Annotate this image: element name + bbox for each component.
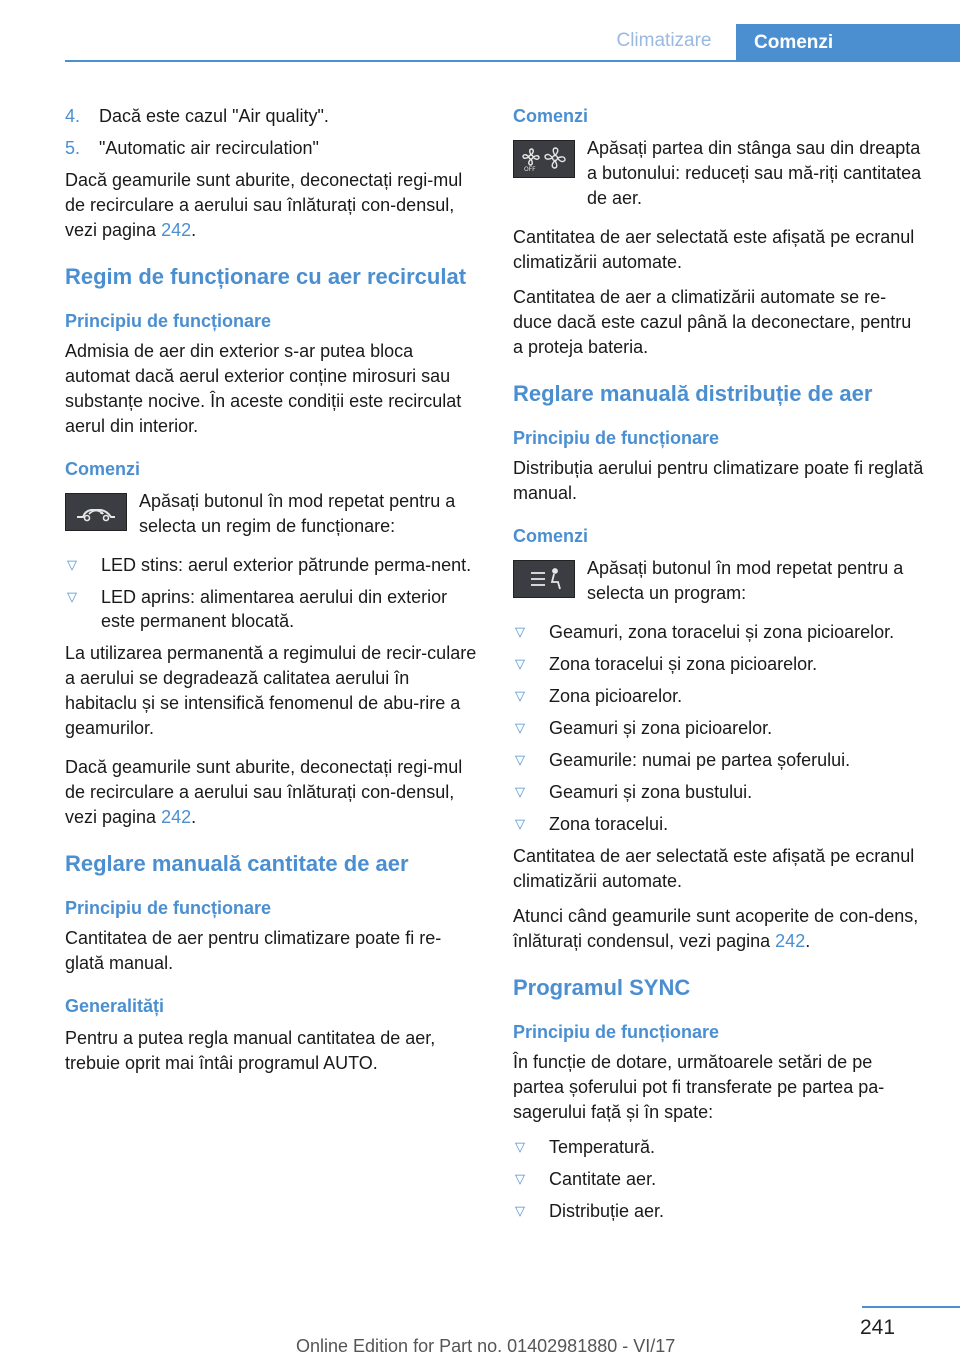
paragraph: Cantitatea de aer pentru climatizare poate fi re-glată manual. bbox=[65, 928, 442, 973]
svg-text:OFF: OFF bbox=[524, 166, 536, 172]
paragraph: Dacă geamurile sunt aburite, deconectați regi-mul de recirculare a aerului sau înlăturați con-densul, vezi pagina 242. bbox=[65, 170, 463, 240]
section-heading: Programul SYNC bbox=[513, 975, 691, 1000]
triangle-down-outline-icon: ▽ bbox=[67, 589, 77, 604]
bullet-list bbox=[513, 620, 925, 836]
triangle-down-outline-icon: ▽ bbox=[515, 1171, 525, 1186]
page-link[interactable]: 242 bbox=[161, 807, 192, 827]
list-item bbox=[513, 716, 925, 740]
page-link[interactable]: 242 bbox=[161, 220, 192, 240]
bullet-list bbox=[513, 1135, 925, 1223]
list-text: Cantitate aer. bbox=[549, 1169, 657, 1189]
list-item bbox=[65, 553, 477, 577]
edition-note: Online Edition for Part no. 01402981880 - VI/17 bbox=[296, 1336, 676, 1356]
seat-airflow-icon bbox=[513, 560, 575, 598]
list-text: Dacă este cazul "Air quality". bbox=[99, 106, 329, 126]
section-heading: Reglare manuală distribuție de aer bbox=[513, 381, 873, 406]
footer-rule bbox=[862, 1306, 960, 1308]
list-item bbox=[513, 620, 925, 644]
triangle-down-outline-icon: ▽ bbox=[515, 720, 525, 735]
section-heading: Regim de funcționare cu aer recirculat bbox=[65, 264, 467, 289]
list-item bbox=[513, 684, 925, 708]
list-text: LED stins: aerul exterior pătrunde perma-nent. bbox=[101, 555, 472, 575]
list-item bbox=[513, 780, 925, 804]
triangle-down-outline-icon: ▽ bbox=[67, 557, 77, 572]
right-column bbox=[513, 104, 925, 1231]
triangle-down-outline-icon: ▽ bbox=[515, 816, 525, 831]
triangle-down-outline-icon: ▽ bbox=[515, 688, 525, 703]
page-link[interactable]: 242 bbox=[775, 931, 806, 951]
paragraph: Dacă geamurile sunt aburite, deconectați regi-mul de recirculare a aerului sau înlăturați con-densul, vezi pagina 242. bbox=[65, 757, 463, 827]
list-item bbox=[513, 748, 925, 772]
list-item bbox=[513, 652, 925, 676]
list-text: Zona picioarelor. bbox=[549, 686, 683, 706]
subsection-heading: Generalități bbox=[65, 996, 165, 1016]
paragraph: Cantitatea de aer a climatizării automate se re-duce dacă este cazul până la deconectare, pentru a proteja bateria. bbox=[513, 287, 912, 357]
list-text: LED aprins: alimentarea aerului din exterior este permanent blocată. bbox=[101, 587, 448, 631]
left-column bbox=[65, 104, 477, 1086]
list-text: Distribuție aer. bbox=[549, 1201, 665, 1221]
list-text: Zona toracelui. bbox=[549, 814, 669, 834]
triangle-down-outline-icon: ▽ bbox=[515, 1139, 525, 1154]
list-text: Geamuri și zona picioarelor. bbox=[549, 718, 773, 738]
control-description bbox=[65, 489, 477, 539]
header-section: Climatizare bbox=[616, 30, 712, 51]
paragraph: La utilizarea permanentă a regimului de recir-culare a aerului se degradează calitatea aerului în habitaclu și se intensifică fenomenul de abu-rire a geamurilor. bbox=[65, 643, 477, 738]
page-number: 241 bbox=[860, 1316, 896, 1339]
fan-off-icon bbox=[513, 140, 575, 178]
list-item bbox=[513, 1135, 925, 1159]
list-item bbox=[513, 812, 925, 836]
subsection-heading: Principiu de funcționare bbox=[513, 428, 720, 448]
section-heading: Reglare manuală cantitate de aer bbox=[65, 851, 409, 876]
triangle-down-outline-icon: ▽ bbox=[515, 624, 525, 639]
header-rule bbox=[65, 60, 960, 62]
paragraph: În funcție de dotare, următoarele setări de pe partea șoferului pot fi transferate pe partea pa-sagerului față și în spate: bbox=[513, 1052, 885, 1122]
list-text: Geamurile: numai pe partea șoferului. bbox=[549, 750, 851, 770]
paragraph-text: Dacă geamurile sunt aburite, deconectați regi-mul de recirculare a aerului sau înlăturați con-densul, vezi pagina bbox=[65, 170, 463, 240]
subsection-heading: Principiu de funcționare bbox=[65, 311, 272, 331]
list-number: 5. bbox=[65, 138, 81, 158]
subsection-heading: Comenzi bbox=[65, 459, 141, 479]
paragraph: Distribuția aerului pentru climatizare poate fi reglată manual. bbox=[513, 458, 924, 503]
subsection-heading: Principiu de funcționare bbox=[65, 898, 272, 918]
control-text: Apăsați partea din stânga sau din dreapta a butonului: reduceți sau mă-riți cantitatea de aer. bbox=[587, 138, 922, 208]
paragraph-text: Atunci când geamurile sunt acoperite de con-dens, înlăturați condensul, vezi pagina bbox=[513, 906, 919, 951]
list-number: 4. bbox=[65, 106, 81, 126]
bullet-list bbox=[65, 553, 477, 633]
list-text: Zona toracelui și zona picioarelor. bbox=[549, 654, 818, 674]
triangle-down-outline-icon: ▽ bbox=[515, 1203, 525, 1218]
list-item bbox=[65, 585, 477, 633]
list-text: "Automatic air recirculation" bbox=[99, 138, 319, 158]
paragraph-text: Dacă geamurile sunt aburite, deconectați regi-mul de recirculare a aerului sau înlăturați con-densul, vezi pagina bbox=[65, 757, 463, 827]
paragraph: Atunci când geamurile sunt acoperite de con-dens, înlăturați condensul, vezi pagina 242. bbox=[513, 906, 919, 951]
subsection-heading: Principiu de funcționare bbox=[513, 1022, 720, 1042]
list-item bbox=[513, 1199, 925, 1223]
control-description bbox=[513, 556, 925, 606]
subsection-heading: Comenzi bbox=[513, 526, 589, 546]
control-text: Apăsați butonul în mod repetat pentru a selecta un program: bbox=[587, 558, 904, 603]
list-item bbox=[65, 136, 477, 160]
triangle-down-outline-icon: ▽ bbox=[515, 784, 525, 799]
paragraph: Admisia de aer din exterior s-ar putea bloca automat dacă aerul exterior conține mirosuri sau substanțe nocive. În aceste condiții este recirculat aerul din interior. bbox=[65, 341, 462, 436]
control-description bbox=[513, 136, 925, 211]
paragraph: Cantitatea de aer selectată este afișată pe ecranul climatizării automate. bbox=[513, 227, 915, 272]
control-text: Apăsați butonul în mod repetat pentru a selecta un regim de funcționare: bbox=[139, 491, 456, 536]
list-text: Temperatură. bbox=[549, 1137, 656, 1157]
triangle-down-outline-icon: ▽ bbox=[515, 656, 525, 671]
list-text: Geamuri, zona toracelui și zona picioarelor. bbox=[549, 622, 895, 642]
list-text: Geamuri și zona bustului. bbox=[549, 782, 753, 802]
list-item bbox=[513, 1167, 925, 1191]
subsection-heading: Comenzi bbox=[513, 106, 589, 126]
paragraph: Cantitatea de aer selectată este afișată pe ecranul climatizării automate. bbox=[513, 846, 915, 891]
paragraph: Pentru a putea regla manual cantitatea de aer, trebuie oprit mai întâi programul AUTO. bbox=[65, 1028, 436, 1073]
list-item bbox=[65, 104, 477, 128]
header-chapter-tab: Comenzi bbox=[736, 24, 960, 62]
car-recirculation-icon bbox=[65, 493, 127, 531]
triangle-down-outline-icon: ▽ bbox=[515, 752, 525, 767]
